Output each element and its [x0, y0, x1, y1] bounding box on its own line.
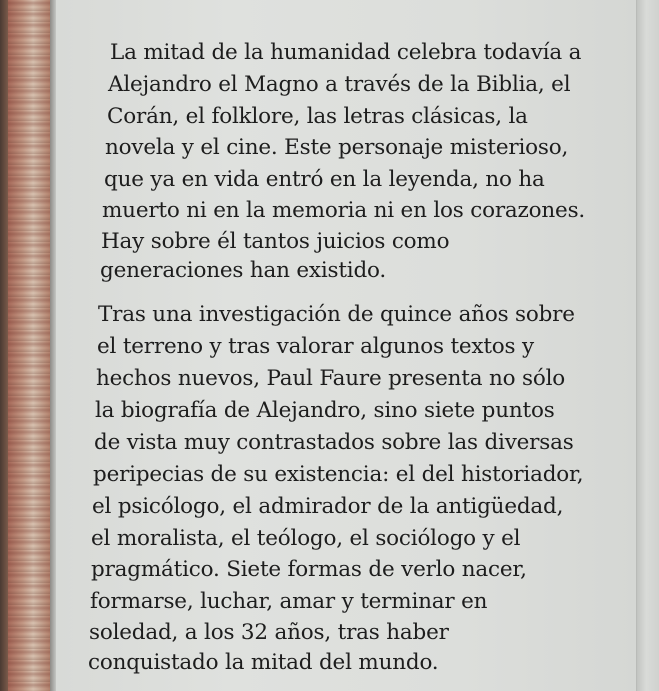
text-line: generaciones han existido. — [100, 258, 387, 283]
text-line: conquistado la mitad del mundo. — [88, 650, 439, 675]
text-line: La mitad de la humanidad celebra todavía a — [110, 40, 582, 65]
text-line: muerto ni en la memoria ni en los corazones. — [102, 198, 586, 223]
text-line: Alejandro el Magno a través de la Biblia, el — [108, 72, 571, 97]
book-spine — [8, 0, 50, 691]
text-line: peripecias de su existencia: el del historiador, — [93, 462, 584, 487]
text-line: novela y el cine. Este personaje misterioso, — [105, 135, 569, 160]
text-line: soledad, a los 32 años, tras haber — [89, 620, 449, 645]
text-line: de vista muy contrastados sobre las diversas — [94, 430, 574, 455]
text-line: la biografía de Alejandro, sino siete puntos — [95, 398, 555, 423]
text-line: Corán, el folklore, las letras clásicas, la — [107, 104, 528, 129]
text-line: que ya en vida entró en la leyenda, no ha — [104, 167, 545, 192]
text-line: el psicólogo, el admirador de la antigüedad, — [92, 494, 564, 519]
text-line: formarse, luchar, amar y terminar en — [90, 589, 488, 614]
text-line: el terreno y tras valorar algunos textos y — [97, 334, 534, 359]
text-line: pragmático. Siete formas de verlo nacer, — [91, 557, 527, 582]
text-line: Hay sobre él tantos juicios como — [101, 229, 450, 254]
text-line: hechos nuevos, Paul Faure presenta no sólo — [96, 366, 565, 391]
text-line: el moralista, el teólogo, el sociólogo y el — [91, 526, 521, 551]
text-line: Tras una investigación de quince años sobre — [98, 302, 575, 327]
page-right-edge — [636, 0, 659, 691]
book-spine-shadow — [0, 0, 8, 691]
